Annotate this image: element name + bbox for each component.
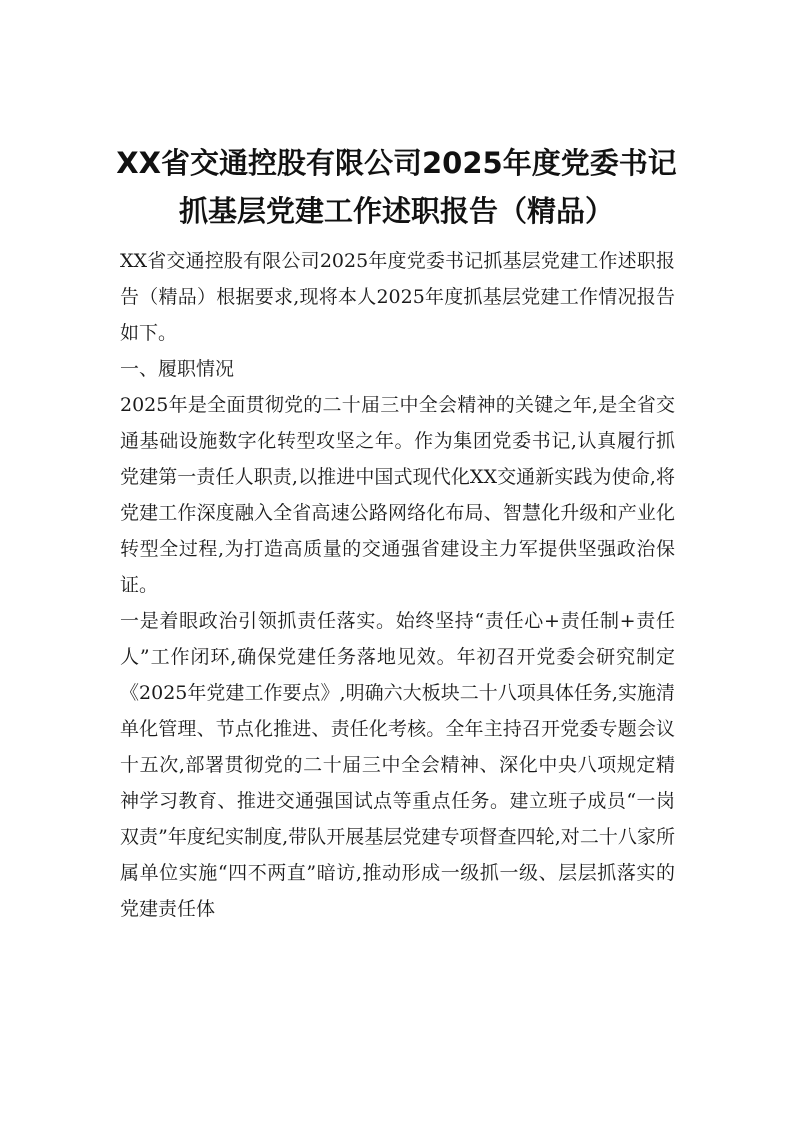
document-title <box>100 139 693 235</box>
intro-paragraph: XX省交通控股有限公司2025年度党委书记抓基层党建工作述职报告（精品）根据要求,现将本人2025年度抓基层党建工作情况报告如下。 <box>120 250 675 344</box>
body-paragraph-2: 一是着眼政治引领抓责任落实。始终坚持“责任心+责任制+责任人”工作闭环,确保党建任务落地见效。年初召开党委会研究制定《2025年党建工作要点》,明确六大板块二十八项具体任务,实施清单化管理、节点化推进、责任化考核。全年主持召开党委专题会议十五次,部署贯彻党的二十届三中全会精神、深化中央八项规定精神学习教育、推进交通强国试点等重点任务。建立班子成员“一岗双责”年度纪实制度,带队开展基层党建专项督查四轮,对二十八家所属单位实施“四不两直”暗访,推动形成一级抓一级、层层抓落实的党建责任体 <box>120 610 675 920</box>
section-heading: 一、履职情况 <box>120 358 235 380</box>
title-line-2: 抓基层党建工作述职报告（精品） <box>178 194 614 229</box>
document-body <box>120 243 675 927</box>
body-paragraph-1: 2025年是全面贯彻党的二十届三中全会精神的关键之年,是全省交通基础设施数字化转型攻坚之年。作为集团党委书记,认真履行抓党建第一责任人职责,以推进中国式现代化XX交通新实践为使命,将党建工作深度融入全省高速公路网络化布局、智慧化升级和产业化转型全过程,为打造高质量的交通强省建设主力军提供坚强政治保证。 <box>120 394 675 596</box>
title-line-1: XX省交通控股有限公司2025年度党委书记 <box>116 146 677 181</box>
